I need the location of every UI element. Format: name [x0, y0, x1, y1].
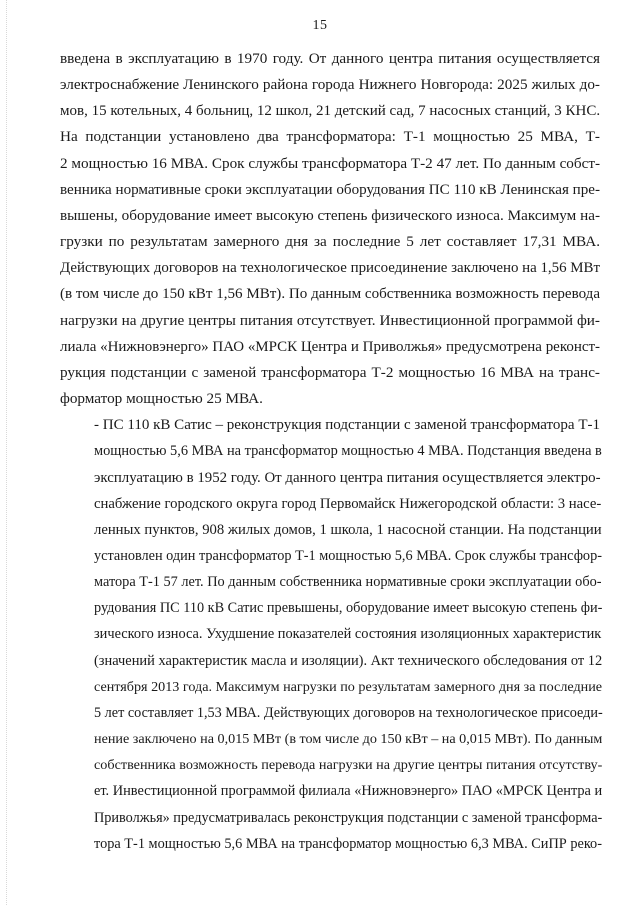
- text-line: лиала «Нижновэнерго» ПАО «МРСК Центра и Приволжья» предусмотрена реконст-: [60, 338, 600, 355]
- paragraph-satis: [60, 412, 603, 857]
- text-line: снабжение городского округа город Первомайск Нижегородской области: 3 насе-: [94, 495, 602, 512]
- text-line: ленных пунктов, 908 жилых домов, 1 школа, 1 насосной станции. На подстанции: [94, 521, 602, 538]
- text-line: собственника возможность перевода нагрузки на другие центры питания отсутству-: [94, 757, 603, 774]
- paragraph-leninskaya: [60, 46, 600, 412]
- text-line: - ПС 110 кВ Сатис – реконструкция подстанции с заменой трансформатора Т-1: [94, 417, 600, 434]
- text-line: эксплуатацию в 1952 году. От данного центра питания осуществляется электро-: [94, 469, 601, 486]
- text-line: (значений характеристик масла и изоляции). Акт технического обследования от 12: [94, 652, 603, 669]
- text-line: тора Т-1 мощностью 5,6 МВА на трансформатор мощностью 6,3 МВА. СиПР реко-: [94, 835, 602, 852]
- text-line: ет. Инвестиционной программой филиала «Нижновэнерго» ПАО «МРСК Центра и: [94, 783, 603, 800]
- scan-edge: [6, 0, 8, 905]
- text-line: электроснабжение Ленинского района города Нижнего Новгорода: 2025 жилых до-: [60, 76, 600, 94]
- text-line: зического износа. Ухудшение показателей состояния изоляционных характеристик: [94, 626, 602, 643]
- text-line: нагрузки на другие центры питания отсутствует. Инвестиционной программой фи-: [60, 311, 600, 329]
- text-line: 2 мощностью 16 МВА. Срок службы трансформатора Т-2 47 лет. По данным собст-: [60, 154, 600, 172]
- text-line: рудования ПС 110 кВ Сатис превышены, оборудование имеет высокую степень фи-: [94, 600, 603, 617]
- text-line: матора Т-1 57 лет. По данным собственника нормативные сроки эксплуатации обо-: [94, 574, 602, 591]
- text-line: мощностью 5,6 МВА на трансформатор мощностью 4 МВА. Подстанция введена в: [94, 443, 602, 460]
- text-line: Действующих договоров на технологическое присоединение заключено на 1,56 МВт: [60, 260, 601, 277]
- text-line: 5 лет составляет 1,53 МВА. Действующих договоров на технологическое присоеди-: [94, 704, 603, 721]
- text-line: Приволжья» предусматривалась реконструкция подстанции с заменой трансформа-: [94, 809, 603, 826]
- text-line: рукция подстанции с заменой трансформатора Т-2 мощностью 16 МВА на транс-: [60, 363, 600, 381]
- text-line: форматор мощностью 25 МВА.: [60, 390, 263, 408]
- text-line: (в том числе до 150 кВт 1,56 МВт). По данным собственника возможность перевода: [60, 286, 600, 303]
- text-line: установлен один трансформатор Т-1 мощностью 5,6 МВА. Срок службы трансфор-: [94, 547, 602, 564]
- text-line: венника нормативные сроки эксплуатации оборудования ПС 110 кВ Ленинская пре-: [60, 181, 600, 198]
- text-line: мов, 15 котельных, 4 больниц, 12 школ, 21 детский сад, 7 насосных станций, 3 КНС.: [60, 103, 601, 120]
- document-body: [60, 46, 603, 857]
- text-line: вышены, оборудование имеет высокую степень физического износа. Максимум на-: [60, 206, 600, 224]
- text-line: грузки по результатам замерного дня за последние 5 лет составляет 17,31 МВА.: [60, 233, 600, 251]
- text-line: введена в эксплуатацию в 1970 году. От данного центра питания осуществляется: [60, 50, 600, 67]
- page-number: 15: [312, 18, 328, 33]
- text-line: На подстанции установлено два трансформатора: Т-1 мощностью 25 МВА, Т-: [60, 128, 600, 146]
- text-line: сентября 2013 года. Максимум нагрузки по результатам замерного дня за последние: [94, 678, 603, 695]
- text-line: нение заключено на 0,015 МВт (в том числе до 150 кВт – на 0,015 МВт). По данным: [94, 731, 603, 748]
